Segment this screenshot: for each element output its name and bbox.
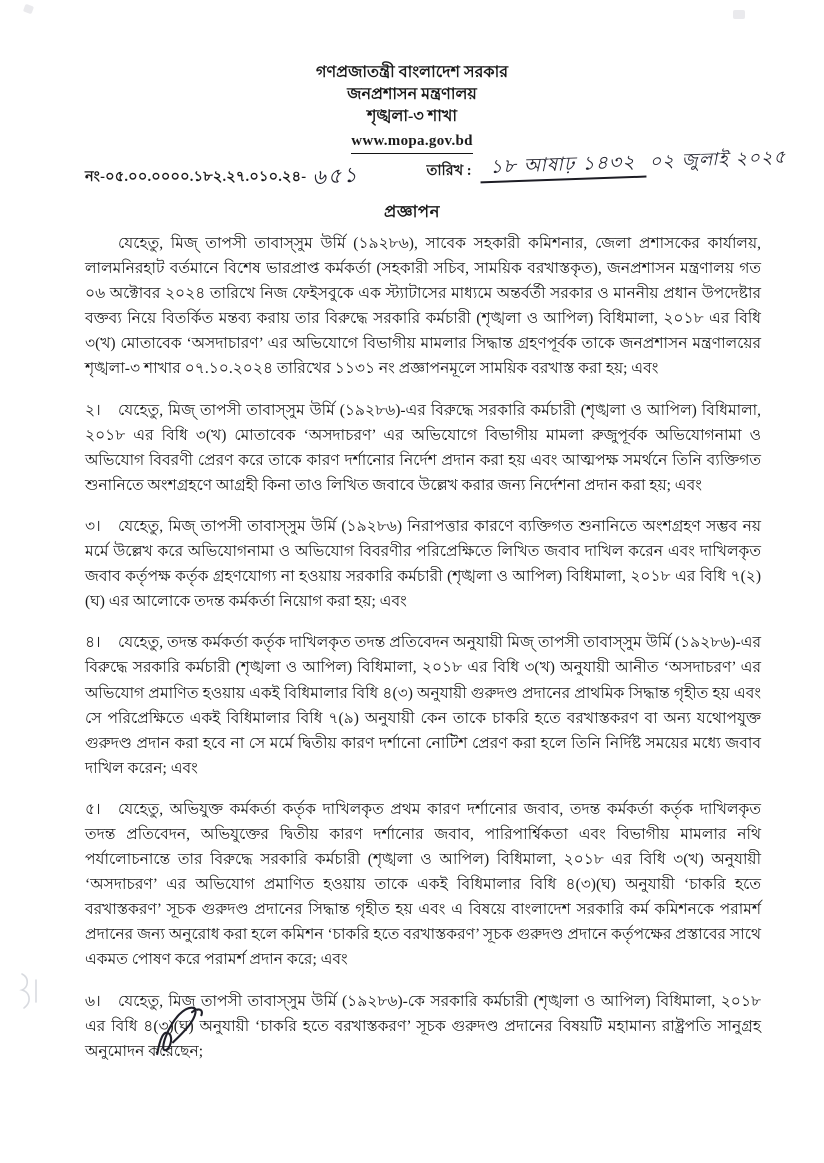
memo-number-handwritten: ৬৫১ bbox=[311, 162, 361, 190]
paragraph-number: ৬। bbox=[85, 992, 101, 1010]
paragraph-number: ৫। bbox=[85, 800, 101, 818]
document-paragraph-5 bbox=[85, 797, 761, 973]
paragraph-text: যেহেতু, মিজ্ তাপসী তাবাস্সুম উর্মি (১৯২৮৬) নিরাপত্তার কারণে ব্যক্তিগত শুনানিতে অংশগ্রহণ সম্ভব নয় মর্মে উল্লেখ করে অভিযোগনামা ও অভিযোগ বিবরণীর পরিপ্রেক্ষিতে লিখিত জবাব দাখিল করেন এবং দাখিলকৃত জবাব কর্তৃপক্ষ কর্তৃক গ্রহণযোগ্য না হওয়ায় সরকারি কর্মচারী (শৃঙ্খলা ও আপিল) বিধিমালা, ২০১৮ এর বিধি ৭(২)(ঘ) এর আলোকে তদন্ত কর্মকর্তা নিয়োগ করা হয়; এবং bbox=[85, 517, 761, 611]
paragraph-number: ২। bbox=[85, 401, 101, 419]
gregorian-date: ০২ জুলাই ২০২৫ bbox=[648, 146, 787, 173]
letterhead bbox=[0, 62, 824, 154]
document-paragraph-1 bbox=[85, 231, 761, 382]
document-body bbox=[85, 231, 761, 1064]
date-block bbox=[426, 144, 786, 184]
paragraph-text: যেহেতু, অভিযুক্ত কর্মকর্তা কর্তৃক দাখিলকৃত প্রথম কারণ দর্শানোর জবাব, তদন্ত কর্মকর্তা কর্তৃক দাখিলকৃত তদন্ত প্রতিবেদন, অভিযুক্তের দ্বিতীয় কারণ দর্শানোর জবাব, পারিপার্শ্বিকতা এবং বিভাগীয় মামলার নথি পর্যালোচনান্তে তার বিরুদ্ধে সরকারি কর্মচারী (শৃঙ্খলা ও আপিল) বিধিমালা, ২০১৮ এর বিধি ৩(খ) অনুযায়ী ‘অসদাচরণ’ এর অভিযোগ প্রমাণিত হওয়ায় তাকে একই বিধিমালার বিধি ৪(৩)(ঘ) অনুযায়ী ‘চাকরি হতে বরখাস্তকরণ’ সূচক গুরুদণ্ড প্রদানের সিদ্ধান্ত গৃহীত হয় এবং এ বিষয়ে বাংলাদেশ সরকারি কর্ম কমিশনকে পরামর্শ প্রদানের জন্য অনুরোধ করা হলে কমিশন ‘চাকরি হতে বরখাস্তকরণ’ সূচক গুরুদণ্ড প্রদানে কর্তৃপক্ষের প্রস্তাবের সাথে একমত পোষণ করে পরামর্শ প্রদান করে; এবং bbox=[85, 800, 761, 969]
margin-pencil-mark bbox=[14, 968, 48, 1019]
branch-name: শৃঙ্খলা-৩ শাখা bbox=[366, 108, 458, 125]
paragraph-text: যেহেতু, মিজ্ তাপসী তাবাস্সুম উর্মি (১৯২৮৬)-কে সরকারি কর্মচারী (শৃঙ্খলা ও আপিল) বিধিমালা, ২০১৮ এর বিধি ৪(৩)(ঘ) অনুযায়ী ‘চাকরি হতে বরখাস্তকরণ’ সূচক গুরুদণ্ড প্রদানের বিষয়টি মহামান্য রাষ্ট্রপতি সানুগ্রহ অনুমোদন করেছেন; bbox=[85, 992, 761, 1060]
date-label: তারিখ : bbox=[426, 163, 472, 179]
handwritten-date bbox=[479, 143, 786, 186]
document-paragraph-3 bbox=[85, 514, 761, 614]
scan-artifact bbox=[23, 4, 34, 15]
paragraph-text: যেহেতু, তদন্ত কর্মকর্তা কর্তৃক দাখিলকৃত তদন্ত প্রতিবেদন অনুযায়ী মিজ্ তাপসী তাবাস্সুম উর্মি (১৯২৮৬)-এর বিরুদ্ধে সরকারি কর্মচারী (শৃঙ্খলা ও আপিল) বিধিমালা, ২০১৮ এর বিধি ৩(খ) অনুযায়ী আনীত ‘অসদাচরণ’ এর অভিযোগ প্রমাণিত হওয়ায় একই বিধিমালার বিধি ৪(৩) অনুযায়ী গুরুদণ্ড প্রদানের প্রাথমিক সিদ্ধান্ত গৃহীত হয় এবং সে পরিপ্রেক্ষিতে একই বিধিমালার বিধি ৭(৯) অনুযায়ী কেন তাকে চাকরি হতে বরখাস্তকরণ বা অন্য যথোপযুক্ত গুরুদণ্ড প্রদান করা হবে না সে মর্মে দ্বিতীয় কারণ দর্শানো নোটিশ প্রেরণ করা হলে তিনি নির্দিষ্ট সময়ের মধ্যে জবাব দাখিল করেন; এবং bbox=[85, 634, 761, 777]
paragraph-text: যেহেতু, মিজ্ তাপসী তাবাস্সুম উর্মি (১৯২৮৬), সাবেক সহকারী কমিশনার, জেলা প্রশাসকের কার্যালয়, লালমনিরহাট বর্তমানে বিশেষ ভারপ্রাপ্ত কর্মকর্তা (সহকারী সচিব, সাময়িক বরখাস্তকৃত), জনপ্রশাসন মন্ত্রণালয় গত ০৬ অক্টোবর ২০২৪ তারিখে নিজ ফেইসবুকে এক স্ট্যাটাসের মাধ্যমে অন্তর্বর্তী সরকার ও মাননীয় প্রধান উপদেষ্টার বক্তব্য নিয়ে বিতর্কিত মন্তব্য করায় তার বিরুদ্ধে সরকারি কর্মচারী (শৃঙ্খলা ও আপিল) বিধিমালা, ২০১৮ এর বিধি ৩(খ) মোতাবেক ‘অসদাচারণ’ এর অভিযোগে বিভাগীয় মামলার সিদ্ধান্ত গ্রহণপূর্বক তাকে জনপ্রশাসন মন্ত্রণালয়ের শৃঙ্খলা-৩ শাখার ০৭.১০.২০২৪ তারিখের ১১৩১ নং প্রজ্ঞাপনমূলে সাময়িক বরখাস্ত করা হয়; এবং bbox=[85, 235, 761, 378]
document-paragraph-2 bbox=[85, 398, 761, 498]
scan-artifact bbox=[733, 10, 745, 19]
government-name: গণপ্রজাতন্ত্রী বাংলাদেশ সরকার bbox=[315, 64, 509, 81]
paragraph-number: ৪। bbox=[85, 634, 101, 652]
memo-number: নং-০৫.০০.০০০০.১৮২.২৭.০১০.২৪- bbox=[85, 169, 307, 185]
ministry-website-text: www.mopa.gov.bd bbox=[351, 130, 473, 154]
signature-scribble bbox=[145, 997, 225, 1065]
bangla-calendar-date: ১৮ আষাঢ় ১৪৩২ bbox=[479, 151, 645, 184]
document-paragraph-4 bbox=[85, 630, 761, 781]
paragraph-number: ৩। bbox=[85, 517, 101, 535]
notification-title: প্রজ্ঞাপন bbox=[384, 202, 440, 221]
paragraph-text: যেহেতু, মিজ্ তাপসী তাবাস্সুম উর্মি (১৯২৮৬)-এর বিরুদ্ধে সরকারি কর্মচারী (শৃঙ্খলা ও আপিল) বিধিমালা, ২০১৮ এর বিধি ৩(খ) মোতাবেক ‘অসদাচরণ’ এর অভিযোগে বিভাগীয় মামলা রুজুপূর্বক অভিযোগনামা ও অভিযোগ বিবরণী প্রেরণ করে তাকে কারণ দর্শানোর নির্দেশ প্রদান করা হয় এবং আত্মপক্ষ সমর্থনে তিনি ব্যক্তিগত শুনানিতে অংশগ্রহণে আগ্রহী কিনা তাও লিখিত জবাবে উল্লেখ করার জন্য নির্দেশনা প্রদান করা হয়; এবং bbox=[85, 401, 761, 494]
ministry-name: জনপ্রশাসন মন্ত্রণালয় bbox=[347, 86, 477, 103]
